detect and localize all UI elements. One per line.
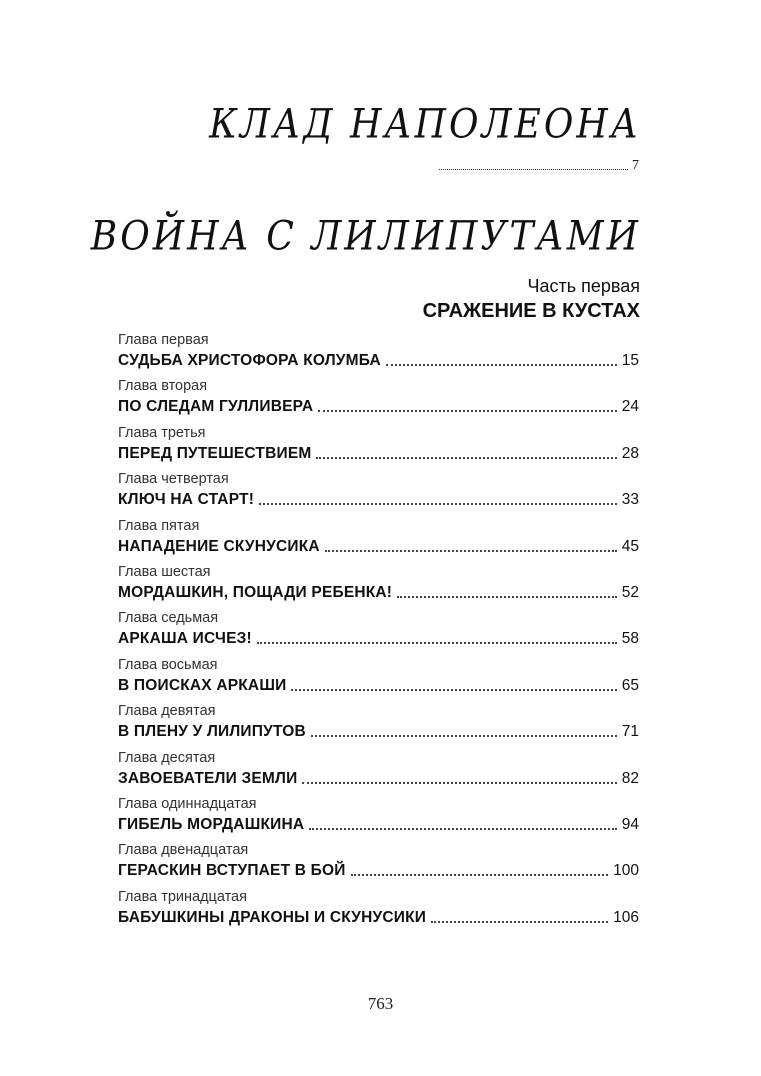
- dot-leader: [291, 689, 616, 691]
- part-title: СРАЖЕНИЕ В КУСТАХ: [422, 300, 640, 322]
- chapter-page: 15: [621, 352, 639, 369]
- dot-leader: [311, 735, 617, 737]
- chapter-title: СУДЬБА ХРИСТОФОРА КОЛУМБА: [118, 352, 381, 369]
- toc-entry: [118, 425, 639, 471]
- chapter-page: 65: [621, 676, 639, 694]
- dot-leader: [316, 457, 616, 459]
- toc-entry: [118, 889, 639, 935]
- chapter-page: 24: [621, 398, 639, 416]
- chapter-label: Глава первая: [118, 332, 209, 348]
- chapter-title: ПЕРЕД ПУТЕШЕСТВИЕМ: [118, 444, 312, 462]
- dot-leader: [259, 503, 617, 505]
- chapter-label: Глава двенадцатая: [118, 842, 249, 859]
- chapter-page: 33: [621, 491, 639, 509]
- toc-entry: [118, 750, 639, 796]
- dot-leader: [325, 550, 617, 552]
- part-label: Часть первая: [527, 276, 640, 296]
- dot-leader: [318, 410, 617, 412]
- chapter-page: 58: [621, 630, 639, 648]
- toc-entry: [118, 610, 639, 656]
- book-title-page-line: [439, 156, 639, 174]
- chapter-label: Глава десятая: [118, 749, 216, 766]
- chapter-label: Глава девятая: [118, 703, 216, 720]
- chapter-label: Глава пятая: [118, 517, 200, 534]
- chapter-title: МОРДАШКИН, ПОЩАДИ РЕБЕНКА!: [118, 583, 393, 601]
- table-of-contents: [118, 332, 639, 935]
- dot-leader: [257, 642, 617, 644]
- dot-leader: [351, 874, 609, 876]
- chapter-label: Глава тринадцатая: [118, 888, 247, 905]
- toc-entry: [118, 471, 639, 517]
- chapter-label: Глава седьмая: [118, 610, 219, 627]
- chapter-row: [118, 907, 639, 927]
- toc-entry: [118, 378, 639, 424]
- toc-entry: [118, 842, 639, 888]
- book-title-page: 7: [632, 158, 639, 173]
- chapter-label: Глава четвертая: [118, 471, 229, 488]
- chapter-page: 94: [621, 815, 639, 833]
- toc-entry: [118, 518, 639, 564]
- chapter-label: Глава восьмая: [118, 656, 218, 673]
- chapter-row: [118, 721, 639, 741]
- page-number: 763: [367, 994, 394, 1013]
- chapter-row: [118, 489, 639, 509]
- chapter-row: [118, 443, 639, 463]
- chapter-title: НАПАДЕНИЕ СКУНУСИКА: [118, 537, 320, 555]
- toc-entry: [118, 564, 639, 610]
- dot-leader: [397, 596, 617, 598]
- chapter-page: 52: [621, 583, 639, 601]
- chapter-label: Глава вторая: [118, 378, 208, 395]
- dot-leader: [386, 364, 617, 366]
- chapter-row: [118, 628, 639, 648]
- chapter-page: 71: [621, 723, 639, 741]
- dot-leader: [309, 828, 616, 830]
- section-title: ВОЙНА С ЛИЛИПУТАМИ: [90, 213, 641, 260]
- chapter-row: [118, 768, 639, 788]
- chapter-page: 106: [613, 908, 639, 926]
- chapter-row: [118, 582, 639, 602]
- chapter-page: 100: [613, 862, 639, 880]
- chapter-row: [118, 536, 639, 556]
- chapter-page: 45: [621, 537, 639, 555]
- dot-leader: [302, 782, 616, 784]
- chapter-title: ГЕРАСКИН ВСТУПАЕТ В БОЙ: [118, 862, 346, 880]
- chapter-row: [118, 396, 639, 416]
- chapter-title: БАБУШКИНЫ ДРАКОНЫ И СКУНУСИКИ: [118, 908, 427, 926]
- toc-entry: [118, 796, 639, 842]
- dot-leader: [431, 921, 608, 923]
- toc-entry: [118, 657, 639, 703]
- chapter-page: 28: [621, 444, 639, 462]
- chapter-row: [118, 350, 639, 370]
- chapter-title: ГИБЕЛЬ МОРДАШКИНА: [118, 815, 305, 833]
- chapter-row: [118, 814, 639, 834]
- toc-entry: [118, 703, 639, 749]
- chapter-label: Глава третья: [118, 424, 206, 441]
- chapter-label: Глава одиннадцатая: [118, 795, 257, 812]
- dot-leader: [439, 169, 628, 170]
- chapter-label: Глава шестая: [118, 563, 211, 580]
- chapter-row: [118, 675, 639, 695]
- chapter-title: В ПОИСКАХ АРКАШИ: [118, 676, 287, 694]
- chapter-title: АРКАША ИСЧЕЗ!: [118, 630, 252, 648]
- chapter-title: ЗАВОЕВАТЕЛИ ЗЕМЛИ: [118, 769, 298, 787]
- book-title: КЛАД НАПОЛЕОНА: [209, 101, 641, 148]
- toc-entry: [118, 332, 639, 378]
- chapter-page: 82: [621, 769, 639, 787]
- chapter-title: ПО СЛЕДАМ ГУЛЛИВЕРА: [118, 398, 314, 416]
- chapter-row: [118, 860, 639, 880]
- chapter-title: КЛЮЧ НА СТАРТ!: [118, 491, 255, 509]
- chapter-title: В ПЛЕНУ У ЛИЛИПУТОВ: [118, 723, 306, 741]
